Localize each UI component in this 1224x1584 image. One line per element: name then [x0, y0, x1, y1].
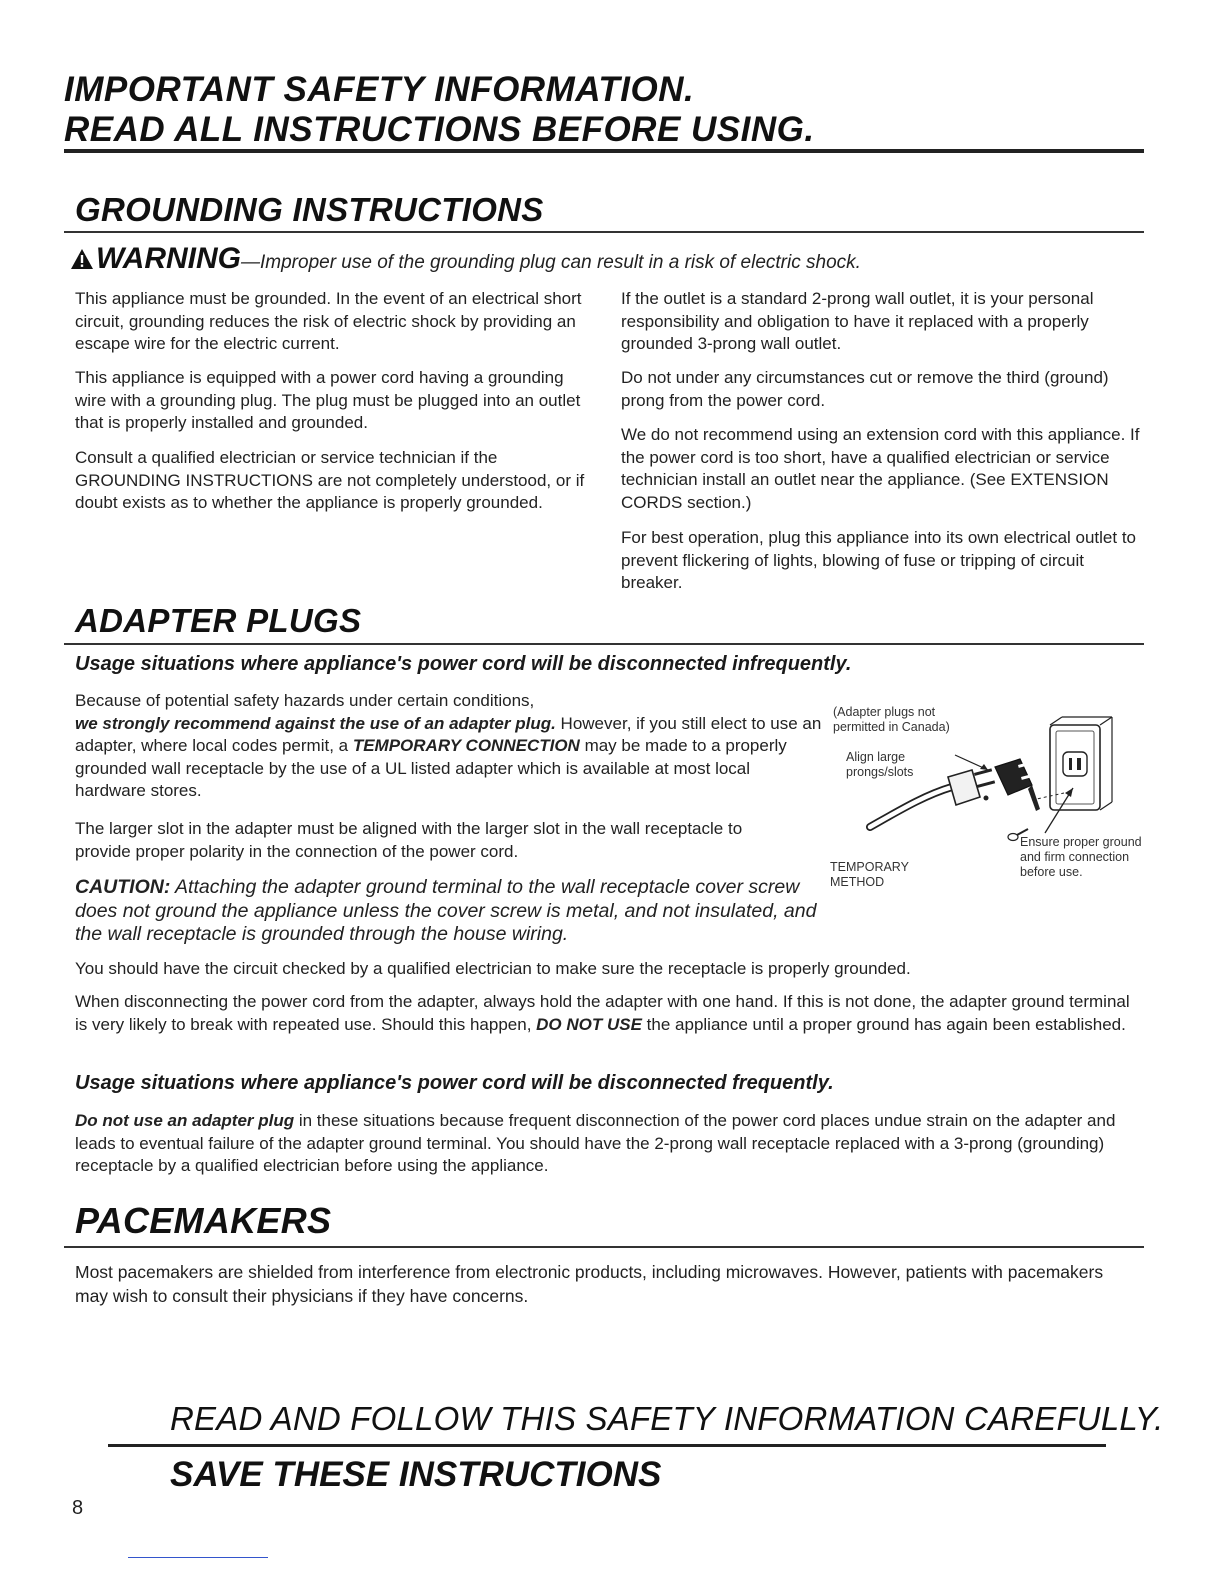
page-number: 8 — [72, 1497, 84, 1519]
caution-text: Attaching the adapter ground terminal to the wall receptacle cover screw does not ground the appliance unless the cover screw is metal, and not insulated, and the wall receptacle is grounded through the house wiring. — [75, 876, 817, 945]
wall-receptacle — [1050, 717, 1112, 810]
bottom-link-underline — [128, 1557, 268, 1558]
warning-word: WARNING — [96, 242, 241, 275]
power-cord — [870, 787, 952, 827]
header-line-1: IMPORTANT SAFETY INFORMATION. — [64, 70, 695, 109]
footer-save-instructions: SAVE THESE INSTRUCTIONS — [170, 1455, 662, 1494]
header-rule — [64, 149, 1144, 153]
adapter-caution — [75, 876, 820, 947]
adapter-p5-a: Do not use an adapter plug — [75, 1111, 295, 1130]
adapter-p1-b: we strongly recommend against the use of an adapter plug. — [75, 713, 556, 733]
adapter-p1-c: However, if you still elect to use an adapter, where local codes permit, a — [75, 713, 822, 755]
adapter-subheading-infrequent: Usage situations where appliance's power cord will be disconnected infrequently. — [75, 653, 852, 675]
adapter-p4 — [75, 991, 1145, 1036]
pacemakers-title: PACEMAKERS — [75, 1200, 332, 1241]
adapter-p1-a: Because of potential safety hazards under certain conditions, — [75, 691, 535, 710]
diagram-align-label: Align large prongs/slots — [846, 750, 914, 779]
adapter-p5-b: in these situations because frequent disconnection of the power cord places undue strain on the adapter and leads to eventual failure of the adapter ground terminal. You should have the 2-prong wall receptacle replaced with a 3-prong (grounding) receptacle by a qualified electrician before using the appliance. — [75, 1111, 1116, 1175]
grounding-right-p3: We do not recommend using an extension cord with this appliance. If the power cord is too short, have a qualified electrician or service technician install an outlet near the appliance. (See EXTENSION CORDS section.) — [621, 425, 1140, 512]
footer-read-follow: READ AND FOLLOW THIS SAFETY INFORMATION CAREFULLY. — [170, 1400, 1164, 1437]
page-header — [64, 70, 815, 150]
header-line-2: READ ALL INSTRUCTIONS BEFORE USING. — [64, 110, 815, 149]
diagram-canada-note: (Adapter plugs not permitted in Canada) — [833, 705, 950, 734]
adapter-p1-d: TEMPORARY CONNECTION — [352, 736, 580, 755]
adapter-p4-c: the appliance until a proper ground has again been established. — [641, 1014, 1126, 1034]
grounding-left-p3: Consult a qualified electrician or service technician if the GROUNDING INSTRUCTIONS are not completely understood, or if doubt exists as to whether the appliance is properly grounded. — [75, 448, 585, 512]
cover-screw — [1008, 829, 1028, 841]
grounding-left-p1: This appliance must be grounded. In the event of an electrical short circuit, grounding reduces the risk of electric shock by providing an escape wire for the electric current. — [75, 289, 582, 353]
pacemakers-rule — [64, 1246, 1144, 1248]
diagram-temporary-label: TEMPORARY METHOD — [830, 860, 909, 889]
adapter-subheading-frequent: Usage situations where appliance's power cord will be disconnected frequently. — [75, 1072, 834, 1094]
grounding-right-p2: Do not under any circumstances cut or remove the third (ground) prong from the power cord. — [621, 368, 1109, 410]
adapter-p4-b: DO NOT USE — [536, 1014, 642, 1034]
adapter-p1 — [75, 690, 825, 803]
warning-line — [70, 242, 861, 276]
adapter-p3: You should have the circuit checked by a qualified electrician to make sure the receptacle is properly grounded. — [75, 959, 911, 978]
plug — [948, 768, 995, 805]
grounding-right-p1: If the outlet is a standard 2-prong wall outlet, it is your personal responsibility and obligation to have it replaced with a properly grounded 3-prong wall outlet. — [621, 289, 1094, 353]
adapter-rule — [64, 643, 1144, 645]
adapter-p4-a: When disconnecting the power cord from the adapter, always hold the adapter with one hand. If this is not done, the adapter ground terminal is very likely to break with repeated use. Should this happen, — [75, 992, 1130, 1034]
adapter-p2: The larger slot in the adapter must be aligned with the larger slot in the wall receptacle to provide proper polarity in the connection of the power cord. — [75, 819, 743, 861]
grounding-right-p4: For best operation, plug this appliance into its own electrical outlet to prevent flickering of lights, blowing of fuse or tripping of circuit breaker. — [621, 528, 1137, 592]
grounding-rule — [64, 231, 1144, 233]
adapter-plug-diagram — [860, 715, 1135, 850]
adapter-p1-e: may be made to a properly grounded wall receptacle by the use of a UL listed adapter which is available at most local hardware stores. — [75, 736, 787, 800]
caution-label: CAUTION: — [75, 876, 171, 898]
diagram-ensure-label: Ensure proper ground and firm connection before use. — [1020, 835, 1142, 879]
grounding-title: GROUNDING INSTRUCTIONS — [75, 191, 544, 228]
pacemakers-text: Most pacemakers are shielded from interference from electronic products, including microwaves. However, patients with pacemakers may wish to consult their physicians if they have concerns. — [75, 1262, 1104, 1306]
footer-rule — [108, 1444, 1106, 1447]
adapter-title: ADAPTER PLUGS — [75, 602, 362, 639]
adapter — [995, 759, 1040, 811]
warning-text: —Improper use of the grounding plug can result in a risk of electric shock. — [241, 252, 861, 273]
adapter-p5 — [75, 1110, 1145, 1178]
warning-triangle-icon — [70, 248, 94, 275]
grounding-left-p2: This appliance is equipped with a power cord having a grounding wire with a grounding plug. The plug must be plugged into an outlet that is properly installed and grounded. — [75, 368, 581, 432]
